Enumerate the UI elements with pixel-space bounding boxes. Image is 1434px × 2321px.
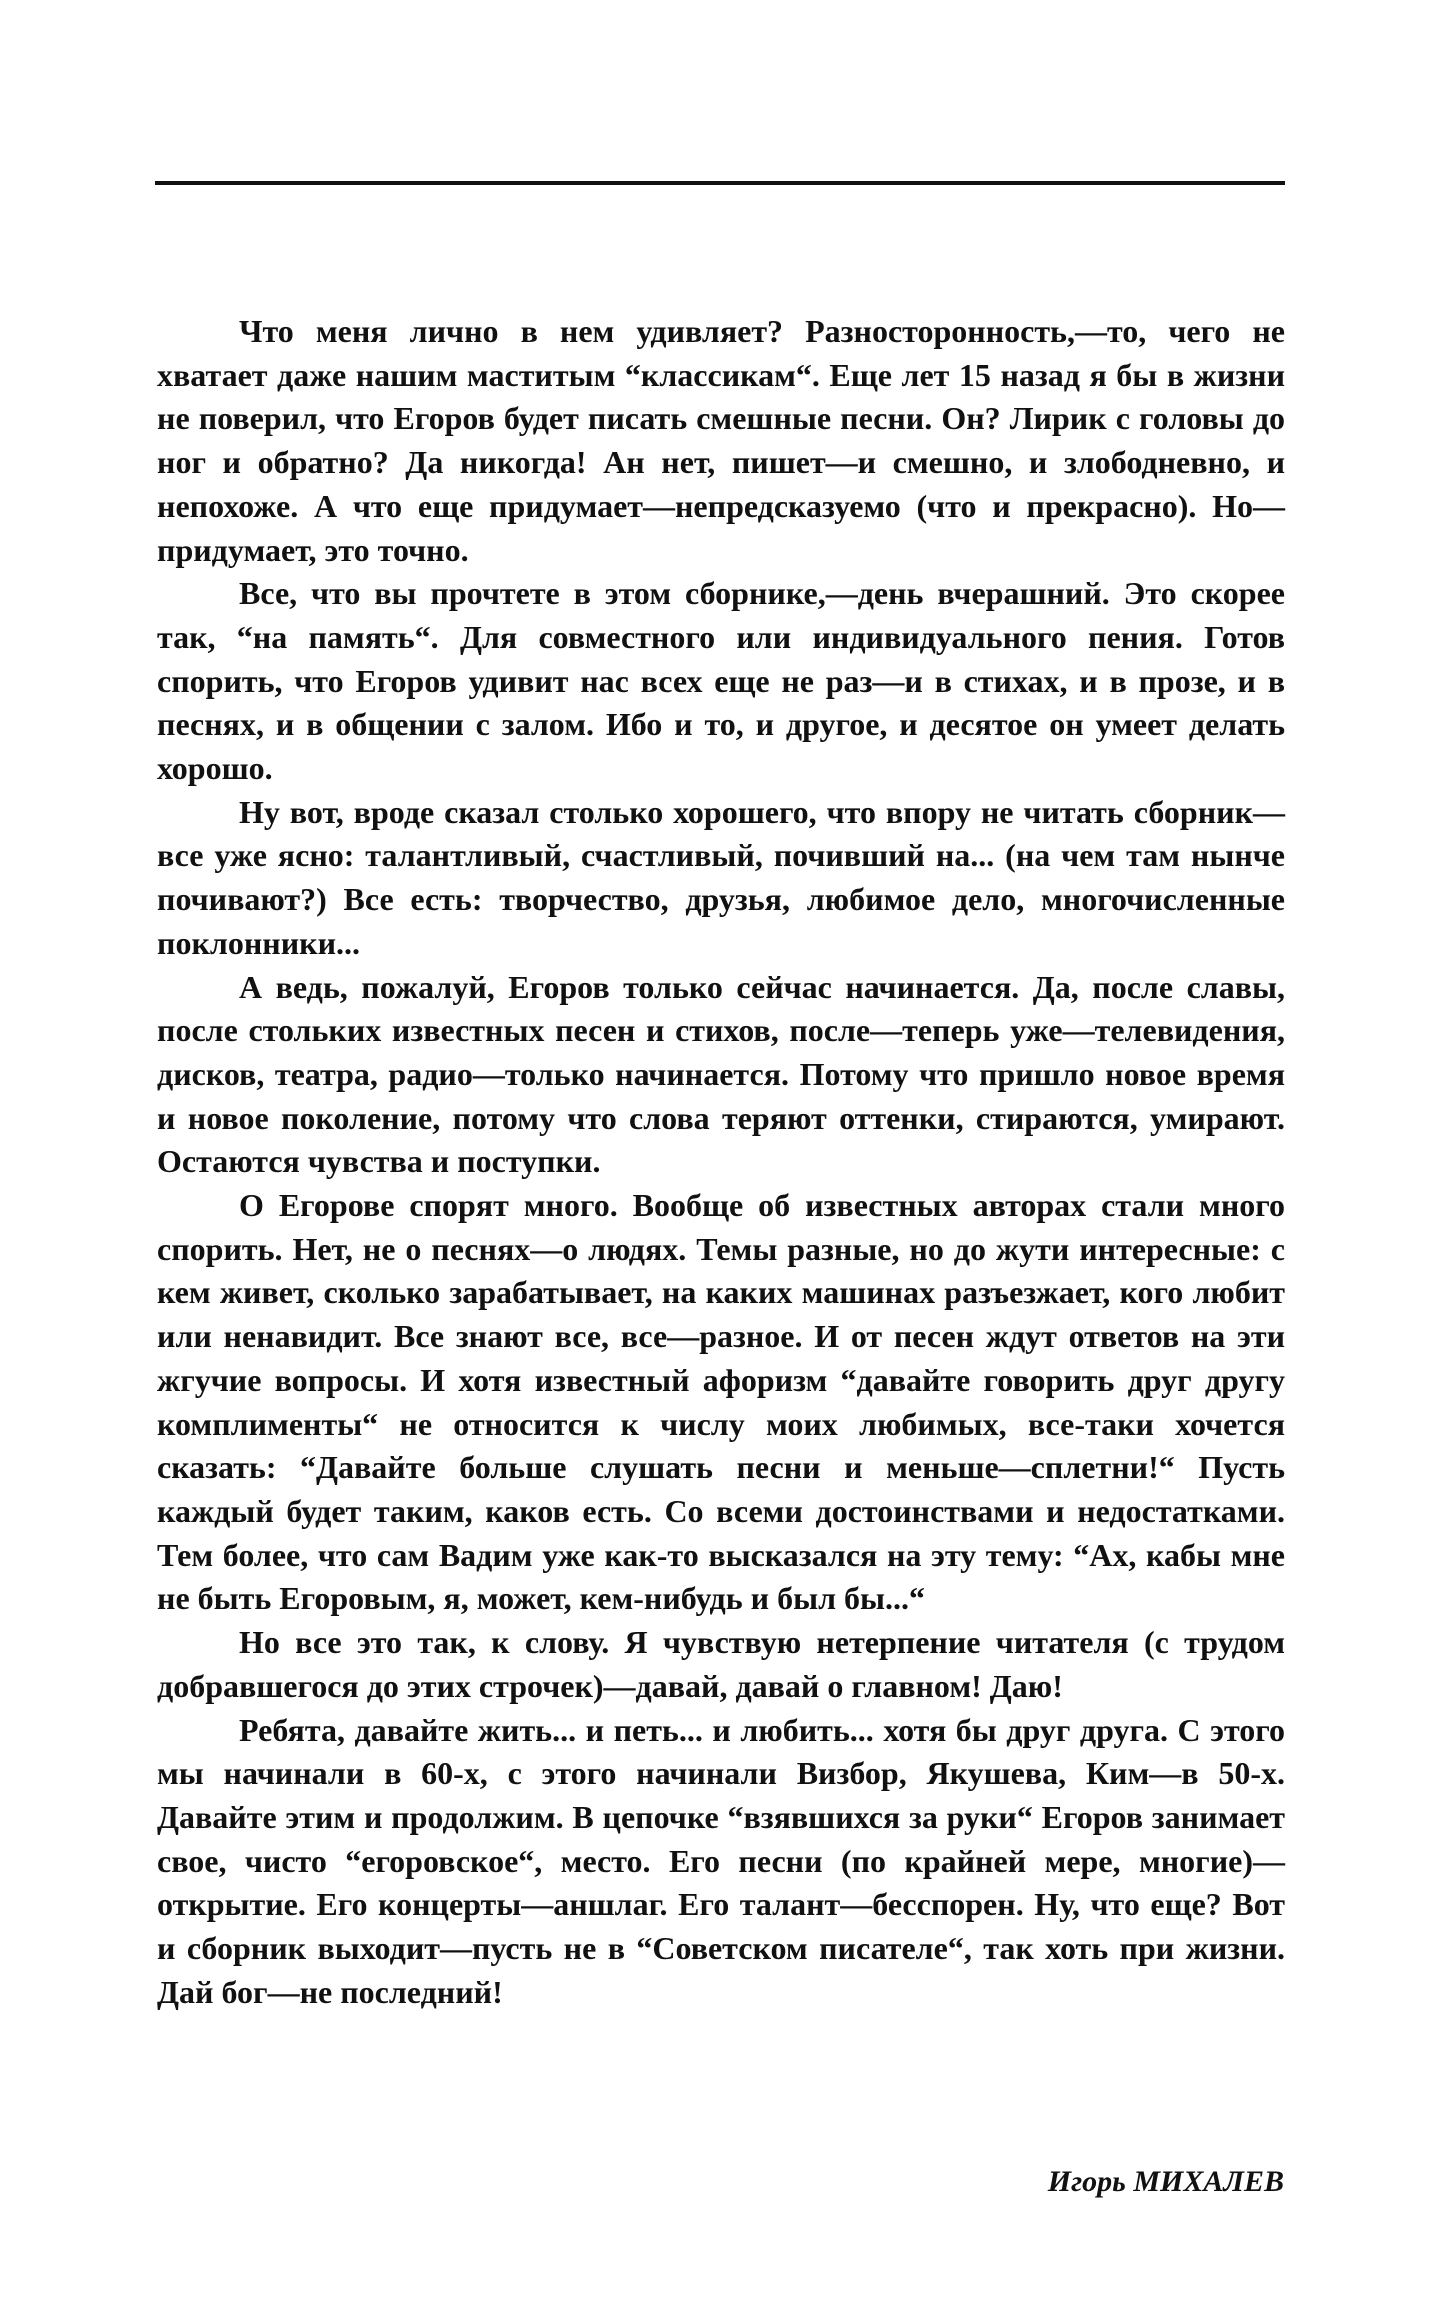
paragraph: Ну вот, вроде сказал столько хорошего, что впору не читать сборник—все уже ясно: талантливый, счастливый, почивший на... (на чем там нынче почивают?) Все есть: творчество, друзья, любимое дело, многочисленные поклонники... xyxy=(157,793,1285,961)
paragraph: Но все это так, к слову. Я чувствую нетерпение читателя (с трудом добравшегося до этих строчек)—давай, давай о главном! Даю! xyxy=(157,1624,1285,1704)
paragraph: Что меня лично в нем удивляет? Разносторонность,—то, чего не хватает даже нашим маститым “классикам“. Еще лет 15 назад я бы в жизни не поверил, что Егоров будет писать смешные песни. Он? Лирик с головы до ног и обратно? Да никогда! Ан нет, пишет—и смешно, и злободневно, и непохоже. А что еще придумает—непредсказуемо (что и прекрасно). Но—придумает, это точно. xyxy=(157,313,1285,568)
paragraph: А ведь, пожалуй, Егоров только сейчас начинается. Да, после славы, после стольких известных песен и стихов, после—теперь уже—телевидения, дисков, театра, радио—только начинается. Потому что пришло новое время и новое поколение, потому что слова теряют оттенки, стираются, умирают. Остаются чувства и поступки. xyxy=(157,968,1285,1180)
paragraph: О Егорове спорят много. Вообще об известных авторах стали много спорить. Нет, не о песнях—о людях. Темы разные, но до жути интересные: с кем живет, сколько зарабатывает, на каких машинах разъезжает, кого любит или ненавидит. Все знают все, все—разное. И от песен ждут ответов на эти жгучие вопросы. И хотя известный афоризм “давайте говорить друг другу комплименты“ не относится к числу моих любимых, все-таки хочется сказать: “Давайте больше слушать песни и меньше—сплетни!“ Пусть каждый будет таким, каков есть. Со всеми достоинствами и недостатками. Тем более, что сам Вадим уже как-то высказался на эту тему: “Ах, кабы мне не быть Егоровым, я, может, кем-нибудь и был бы...“ xyxy=(157,1187,1285,1617)
paragraph: Ребята, давайте жить... и петь... и любить... хотя бы друг друга. С этого мы начинали в 60-х, с этого начинали Визбор, Якушева, Ким—в 50-х. Давайте этим и продолжим. В цепочке “взявшихся за руки“ Егоров занимает свое, чисто “егоровское“, место. Его песни (по крайней мере, многие)—открытие. Его концерты—аншлаг. Его талант—бесспорен. Ну, что еще? Вот и сборник выходит—пусть не в “Советском писателе“, так хоть при жизни. Дай бог—не последний! xyxy=(157,1711,1285,2010)
essay-text xyxy=(157,310,1285,2014)
header-rule xyxy=(155,181,1285,185)
paragraph: Все, что вы прочтете в этом сборнике,—день вчерашний. Это скорее так, “на память“. Для совместного или индивидуального пения. Готов спорить, что Егоров удивит нас всех еще не раз—и в стихах, и в прозе, и в песнях, и в общении с залом. Ибо и то, и другое, и десятое он умеет делать хорошо. xyxy=(157,575,1285,787)
author-signature: Игорь МИХАЛЕВ xyxy=(1047,2165,1284,2198)
